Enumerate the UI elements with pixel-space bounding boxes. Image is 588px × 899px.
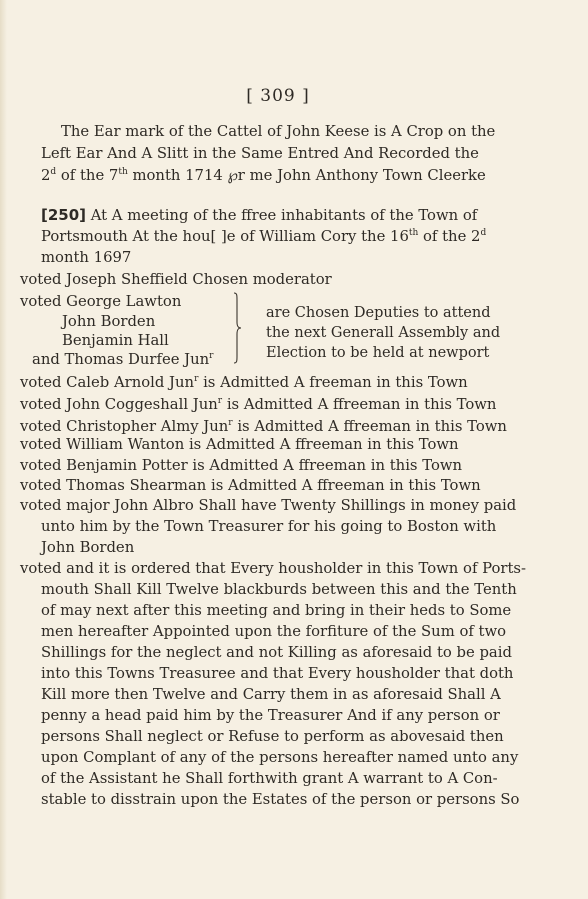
record-number-marker: [250] [41, 206, 87, 224]
text-segment: voted John Coggeshall Jun [20, 396, 218, 413]
albro-line-2: unto him by the Town Treasurer for his going to Boston with [41, 518, 497, 535]
superscript: r [228, 418, 233, 428]
deputies-note-line-3: Election to be held at newport [266, 345, 490, 361]
page-number: [ 309 ] [246, 86, 310, 106]
blackbird-order-line-7: Kill more then Twelve and Carry them in as aforesaid Shall A [41, 686, 501, 703]
curly-brace-icon [232, 292, 242, 364]
superscript: r [217, 396, 223, 406]
text-segment: of the 7 [56, 167, 119, 184]
moderator-line: voted Joseph Sheffield Chosen moderator [20, 271, 332, 288]
deputy-prefix: voted [20, 293, 62, 310]
text-segment: 2 [41, 167, 51, 184]
deputy-name: Thomas Durfee Jun [64, 351, 210, 368]
blackbird-order-line-2: mouth Shall Kill Twelve blackburds between this and the Tenth [41, 581, 517, 598]
deputy-prefix: and [32, 351, 60, 368]
blackbird-order-line-11: of the Assistant he Shall forthwith grant A warrant to A Con- [41, 770, 498, 787]
superscript: r [194, 374, 199, 384]
deputy-name: Benjamin Hall [62, 332, 169, 349]
para1-line-1: The Ear mark of the Cattel of John Keese is A Crop on the [61, 123, 496, 140]
blackbird-order-line-9: persons Shall neglect or Refuse to perform as abovesaid then [41, 728, 504, 745]
blackbird-order-line-12: stable to disstrain upon the Estates of the person or persons So [41, 791, 520, 808]
albro-line-1: voted major John Albro Shall have Twenty Shillings in money paid [20, 497, 517, 514]
para2-line-3: month 1697 [41, 249, 132, 266]
deputies-note-line-2: the next Generall Assembly and [266, 325, 501, 341]
blackbird-order-line-3: of may next after this meeting and bring in their heds to Some [41, 602, 512, 619]
superscript: d [480, 228, 487, 238]
superscript: r [209, 351, 214, 361]
text-segment: is Admitted A freeman in this Town [198, 374, 468, 391]
freeman-entry-4: voted William Wanton is Admitted A ffreeman in this Town [20, 436, 459, 453]
superscript: th [408, 228, 419, 238]
text-segment: voted Christopher Almy Jun [20, 418, 229, 435]
deputy-line-2 [62, 312, 155, 332]
deputy-line-4 [32, 350, 213, 370]
text-segment: month 1714 ℘r me John Anthony Town Cleerke [127, 167, 486, 184]
deputies-note-line-1: are Chosen Deputies to attend [266, 305, 491, 321]
text-segment: is Admitted A ffreeman in this Town [232, 418, 507, 435]
para1-line-3 [41, 166, 486, 186]
text-segment: voted Caleb Arnold Jun [20, 374, 195, 391]
text-segment: At A meeting of the ffree inhabitants of the Town of [86, 207, 478, 224]
blackbird-order-line-10: upon Complant of any of the persons hereafter named unto any [41, 749, 519, 766]
deputy-name: George Lawton [66, 293, 182, 310]
text-segment: Portsmouth At the hou[ ]e of William Cory the 16 [41, 228, 409, 245]
blackbird-order-line-8: penny a head paid him by the Treasurer And if any person or [41, 707, 500, 724]
blackbird-order-line-6: into this Towns Treasuree and that Every housholder that doth [41, 665, 514, 682]
superscript: d [50, 167, 57, 177]
para2-line-2 [41, 227, 486, 247]
freeman-entry-5: voted Benjamin Potter is Admitted A ffreeman in this Town [20, 457, 463, 474]
freeman-entry-1 [20, 373, 468, 393]
text-segment: is Admitted A ffreeman in this Town [222, 396, 497, 413]
freeman-entry-2 [20, 395, 496, 415]
superscript: th [118, 167, 128, 177]
freeman-entry-6: voted Thomas Shearman is Admitted A ffreeman in this Town [20, 477, 481, 494]
blackbird-order-line-5: Shillings for the neglect and not Killing as aforesaid to be paid [41, 644, 512, 661]
text-segment: of the 2 [418, 228, 481, 245]
albro-line-3: John Borden [41, 539, 135, 556]
deputy-line-1 [20, 292, 181, 312]
blackbird-order-line-1: voted and it is ordered that Every housholder in this Town of Ports- [20, 560, 527, 577]
para2-line-1 [41, 205, 477, 226]
blackbird-order-line-4: men hereafter Appointed upon the forfiture of the Sum of two [41, 623, 507, 640]
para1-line-2: Left Ear And A Slitt in the Same Entred And Recorded the [41, 145, 479, 162]
freeman-entry-3 [20, 417, 507, 437]
deputy-name: John Borden [62, 313, 156, 330]
deputy-line-3 [62, 331, 169, 351]
